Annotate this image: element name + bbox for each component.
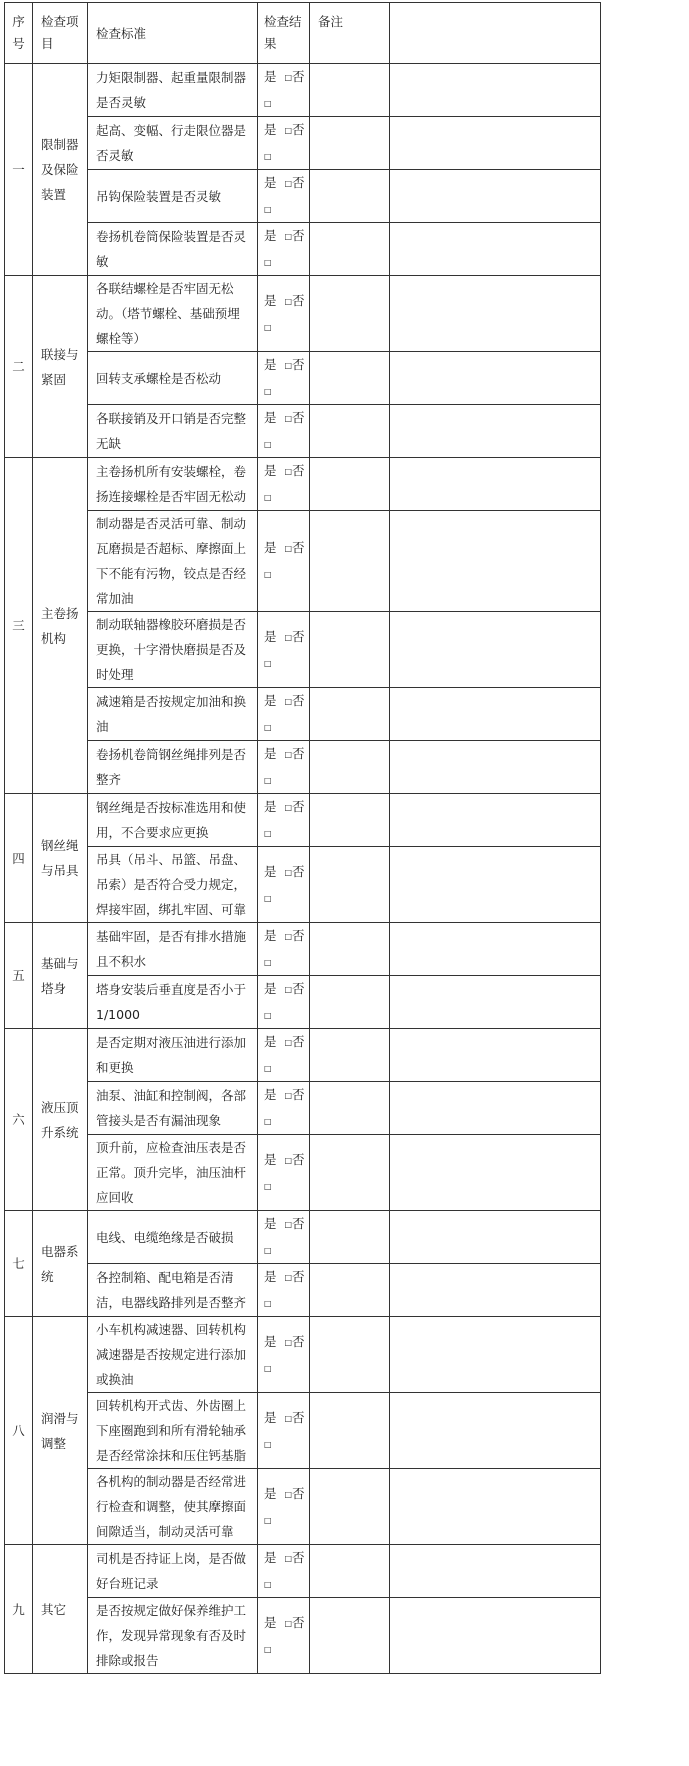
checkbox-icon[interactable]: □ [264, 658, 272, 668]
check-standard: 司机是否持证上岗，是否做好台班记录 [88, 1545, 258, 1598]
checkbox-icon[interactable]: □ [284, 1618, 293, 1628]
checkbox-icon[interactable]: □ [284, 1091, 293, 1100]
checkbox-icon[interactable]: □ [284, 73, 293, 82]
extra-cell [390, 923, 601, 976]
table-row [5, 1545, 601, 1598]
note-cell[interactable] [310, 1598, 390, 1674]
checkbox-icon[interactable]: □ [264, 1299, 272, 1308]
extra-cell [390, 688, 601, 741]
result-no-label: 否 [292, 628, 305, 644]
table-row [5, 1317, 601, 1393]
result-yes-label: 是 [264, 1550, 277, 1565]
extra-cell [390, 1029, 601, 1082]
extra-cell [390, 847, 601, 923]
checkbox-icon[interactable]: □ [284, 1155, 293, 1165]
result-yes-label: 是 [264, 1269, 277, 1284]
section-index: 五 [5, 923, 33, 1029]
result-yes-label: 是 [264, 628, 277, 644]
extra-cell [390, 1317, 601, 1393]
note-cell[interactable] [310, 458, 390, 511]
checkbox-icon[interactable]: □ [284, 1273, 293, 1282]
result-yes-label: 是 [264, 693, 277, 708]
check-result [258, 117, 310, 170]
result-yes-label: 是 [264, 981, 277, 996]
check-result [258, 1598, 310, 1674]
result-yes-label: 是 [264, 228, 277, 243]
checkbox-icon[interactable]: □ [264, 493, 272, 502]
extra-cell [390, 1393, 601, 1469]
note-cell[interactable] [310, 1264, 390, 1317]
check-result [258, 1545, 310, 1598]
section-item: 液压顶升系统 [33, 1029, 88, 1211]
table-row [5, 223, 601, 276]
extra-cell [390, 1264, 601, 1317]
check-standard: 回转机构开式齿、外齿圈上下座圈跑到和所有滑轮轴承是否经常涂抹和压住钙基脂 [88, 1393, 258, 1469]
check-result [258, 1029, 310, 1082]
checkbox-icon[interactable]: □ [264, 152, 272, 161]
checkbox-icon[interactable]: □ [264, 1439, 272, 1449]
section-index: 四 [5, 794, 33, 923]
table-row [5, 976, 601, 1029]
result-no-label: 否 [292, 1550, 305, 1565]
table-row [5, 352, 601, 405]
check-result [258, 1469, 310, 1545]
note-cell[interactable] [310, 1469, 390, 1545]
note-cell[interactable] [310, 1029, 390, 1082]
note-cell[interactable] [310, 223, 390, 276]
section-index: 六 [5, 1029, 33, 1211]
check-result [258, 352, 310, 405]
check-standard: 各联结螺栓是否牢固无松动。（塔节螺栓、基础预埋螺栓等） [88, 276, 258, 352]
result-yes-label: 是 [264, 1614, 277, 1630]
checkbox-icon[interactable]: □ [264, 322, 272, 332]
check-standard: 电线、电缆绝缘是否破损 [88, 1211, 258, 1264]
check-standard: 是否定期对液压油进行添加和更换 [88, 1029, 258, 1082]
table-row [5, 170, 601, 223]
header-row [5, 3, 601, 64]
result-no-label: 否 [292, 1614, 305, 1630]
checkbox-icon[interactable]: □ [284, 1554, 293, 1563]
header-extra-cell [390, 3, 601, 64]
extra-cell [390, 794, 601, 847]
checkbox-icon[interactable]: □ [264, 1181, 272, 1191]
table-row [5, 1598, 601, 1674]
check-result [258, 458, 310, 511]
result-yes-label: 是 [264, 799, 277, 814]
checkbox-icon[interactable]: □ [284, 1337, 293, 1347]
note-cell[interactable] [310, 405, 390, 458]
checkbox-icon[interactable]: □ [284, 697, 293, 706]
result-no-label: 否 [292, 292, 305, 308]
check-result [258, 1082, 310, 1135]
result-yes-label: 是 [264, 69, 277, 84]
result-no-label: 否 [292, 863, 305, 879]
extra-cell [390, 223, 601, 276]
result-yes-label: 是 [264, 122, 277, 137]
result-yes-label: 是 [264, 1485, 277, 1501]
checkbox-icon[interactable]: □ [284, 179, 293, 188]
checkbox-icon[interactable]: □ [264, 258, 272, 267]
table-row [5, 511, 601, 612]
extra-cell [390, 276, 601, 352]
header-standard: 检查标准 [88, 3, 258, 64]
check-result [258, 1264, 310, 1317]
header-item: 检查项目 [33, 3, 88, 64]
checkbox-icon[interactable]: □ [284, 414, 293, 423]
table-row [5, 64, 601, 117]
checkbox-icon[interactable]: □ [264, 99, 272, 108]
note-cell[interactable] [310, 794, 390, 847]
section-item: 其它 [33, 1545, 88, 1674]
table-row [5, 923, 601, 976]
checkbox-icon[interactable]: □ [284, 985, 293, 994]
check-standard: 吊具（吊斗、吊篮、吊盘、吊索）是否符合受力规定，焊接牢固，绑扎牢固、可靠 [88, 847, 258, 923]
result-no-label: 否 [292, 1216, 305, 1231]
extra-cell [390, 64, 601, 117]
check-result [258, 1211, 310, 1264]
result-no-label: 否 [292, 928, 305, 943]
extra-cell [390, 612, 601, 688]
note-cell[interactable] [310, 170, 390, 223]
checkbox-icon[interactable]: □ [284, 1489, 293, 1499]
header-note: 备注 [310, 3, 390, 64]
checkbox-icon[interactable]: □ [264, 958, 272, 967]
check-result [258, 1135, 310, 1211]
extra-cell [390, 1598, 601, 1674]
extra-cell [390, 1469, 601, 1545]
result-yes-label: 是 [264, 1151, 277, 1167]
check-result [258, 1393, 310, 1469]
section-item: 电器系统 [33, 1211, 88, 1317]
result-no-label: 否 [292, 69, 305, 84]
extra-cell [390, 1082, 601, 1135]
checkbox-icon[interactable]: □ [284, 467, 293, 476]
checkbox-icon[interactable]: □ [264, 1363, 272, 1373]
check-result [258, 511, 310, 612]
section-index: 二 [5, 276, 33, 458]
check-standard: 基础牢固，是否有排水措施且不积水 [88, 923, 258, 976]
check-result [258, 794, 310, 847]
check-standard: 主卷扬机所有安装螺栓，卷扬连接螺栓是否牢固无松动 [88, 458, 258, 511]
check-result [258, 405, 310, 458]
table-row [5, 794, 601, 847]
result-no-label: 否 [292, 1485, 305, 1501]
table-row [5, 117, 601, 170]
check-result [258, 688, 310, 741]
result-no-label: 否 [292, 175, 305, 190]
table-row [5, 1264, 601, 1317]
check-result [258, 847, 310, 923]
result-no-label: 否 [292, 1409, 305, 1425]
note-cell[interactable] [310, 511, 390, 612]
checkbox-icon[interactable]: □ [264, 1117, 272, 1126]
checkbox-icon[interactable]: □ [284, 632, 293, 642]
check-result [258, 976, 310, 1029]
section-index: 九 [5, 1545, 33, 1674]
result-no-label: 否 [292, 540, 305, 555]
result-yes-label: 是 [264, 540, 277, 555]
note-cell[interactable] [310, 1135, 390, 1211]
note-cell[interactable] [310, 688, 390, 741]
result-no-label: 否 [292, 228, 305, 243]
checkbox-icon[interactable]: □ [284, 296, 293, 306]
section-item: 联接与紧固 [33, 276, 88, 458]
check-standard: 吊钩保险装置是否灵敏 [88, 170, 258, 223]
note-cell[interactable] [310, 276, 390, 352]
checkbox-icon[interactable]: □ [284, 544, 293, 553]
result-no-label: 否 [292, 693, 305, 708]
section-index: 一 [5, 64, 33, 276]
result-no-label: 否 [292, 463, 305, 478]
header-index: 序号 [5, 3, 33, 64]
extra-cell [390, 1135, 601, 1211]
result-no-label: 否 [292, 1151, 305, 1167]
check-standard: 卷扬机卷筒钢丝绳排列是否整齐 [88, 741, 258, 794]
check-result [258, 1317, 310, 1393]
extra-cell [390, 741, 601, 794]
section-item: 限制器及保险装置 [33, 64, 88, 276]
extra-cell [390, 352, 601, 405]
result-yes-label: 是 [264, 746, 277, 761]
result-no-label: 否 [292, 799, 305, 814]
note-cell[interactable] [310, 741, 390, 794]
section-index: 八 [5, 1317, 33, 1545]
result-yes-label: 是 [264, 463, 277, 478]
check-standard: 小车机构减速器、回转机构减速器是否按规定进行添加或换油 [88, 1317, 258, 1393]
table-row [5, 1393, 601, 1469]
table-row [5, 1211, 601, 1264]
section-item: 润滑与调整 [33, 1317, 88, 1545]
checkbox-icon[interactable]: □ [264, 387, 272, 396]
table-row [5, 1082, 601, 1135]
note-cell[interactable] [310, 612, 390, 688]
check-result [258, 276, 310, 352]
extra-cell [390, 1211, 601, 1264]
checkbox-icon[interactable]: □ [284, 361, 293, 370]
note-cell[interactable] [310, 1082, 390, 1135]
extra-cell [390, 511, 601, 612]
check-result [258, 612, 310, 688]
table-row [5, 458, 601, 511]
check-result [258, 170, 310, 223]
checkbox-icon[interactable]: □ [284, 1220, 293, 1229]
check-standard: 顶升前，应检查油压表是否正常。顶升完毕，油压油杆应回收 [88, 1135, 258, 1211]
check-standard: 制动器是否灵活可靠、制动瓦磨损是否超标、摩擦面上下不能有污物，铰点是否经常加油 [88, 511, 258, 612]
result-yes-label: 是 [264, 292, 277, 308]
result-yes-label: 是 [264, 1087, 277, 1102]
result-no-label: 否 [292, 1269, 305, 1284]
checkbox-icon[interactable]: □ [264, 829, 272, 838]
checkbox-icon[interactable]: □ [264, 1246, 272, 1255]
result-yes-label: 是 [264, 1409, 277, 1425]
checkbox-icon[interactable]: □ [264, 1580, 272, 1589]
checkbox-icon[interactable]: □ [264, 1644, 272, 1654]
table-row [5, 741, 601, 794]
section-item: 钢丝绳与吊具 [33, 794, 88, 923]
note-cell[interactable] [310, 352, 390, 405]
note-cell[interactable] [310, 976, 390, 1029]
section-item: 主卷扬机构 [33, 458, 88, 794]
check-result [258, 923, 310, 976]
check-result [258, 223, 310, 276]
result-no-label: 否 [292, 1034, 305, 1049]
check-standard: 减速箱是否按规定加油和换油 [88, 688, 258, 741]
check-result [258, 64, 310, 117]
checkbox-icon[interactable]: □ [284, 1038, 293, 1047]
extra-cell [390, 170, 601, 223]
result-no-label: 否 [292, 981, 305, 996]
result-yes-label: 是 [264, 928, 277, 943]
result-yes-label: 是 [264, 410, 277, 425]
checkbox-icon[interactable]: □ [284, 750, 293, 759]
result-no-label: 否 [292, 1087, 305, 1102]
checkbox-icon[interactable]: □ [264, 1011, 272, 1020]
table-row [5, 847, 601, 923]
check-standard: 塔身安装后垂直度是否小于1/1000 [88, 976, 258, 1029]
check-standard: 力矩限制器、起重量限制器是否灵敏 [88, 64, 258, 117]
check-standard: 卷扬机卷筒保险装置是否灵敏 [88, 223, 258, 276]
result-yes-label: 是 [264, 1034, 277, 1049]
check-standard: 制动联轴器橡胶环磨损是否更换，十字滑快磨损是否及时处理 [88, 612, 258, 688]
checkbox-icon[interactable]: □ [284, 232, 293, 241]
check-standard: 各联接销及开口销是否完整无缺 [88, 405, 258, 458]
checkbox-icon[interactable]: □ [284, 867, 293, 877]
check-standard: 起高、变幅、行走限位器是否灵敏 [88, 117, 258, 170]
header-result: 检查结果 [258, 3, 310, 64]
checkbox-icon[interactable]: □ [264, 723, 272, 732]
note-cell[interactable] [310, 1317, 390, 1393]
checkbox-icon[interactable]: □ [284, 126, 293, 135]
inspection-checklist-table [4, 2, 601, 1674]
section-index: 七 [5, 1211, 33, 1317]
note-cell[interactable] [310, 1545, 390, 1598]
extra-cell [390, 117, 601, 170]
section-index: 三 [5, 458, 33, 794]
extra-cell [390, 458, 601, 511]
extra-cell [390, 1545, 601, 1598]
result-no-label: 否 [292, 746, 305, 761]
check-result [258, 741, 310, 794]
checkbox-icon[interactable]: □ [264, 570, 272, 579]
check-standard: 油泵、油缸和控制阀，各部管接头是否有漏油现象 [88, 1082, 258, 1135]
note-cell[interactable] [310, 923, 390, 976]
table-row [5, 1469, 601, 1545]
extra-cell [390, 405, 601, 458]
checkbox-icon[interactable]: □ [264, 893, 272, 903]
note-cell[interactable] [310, 1393, 390, 1469]
result-no-label: 否 [292, 410, 305, 425]
result-no-label: 否 [292, 1333, 305, 1349]
extra-cell [390, 976, 601, 1029]
checkbox-icon[interactable]: □ [264, 776, 272, 785]
note-cell[interactable] [310, 64, 390, 117]
check-standard: 钢丝绳是否按标准选用和使用，不合要求应更换 [88, 794, 258, 847]
checkbox-icon[interactable]: □ [264, 1064, 272, 1073]
check-standard: 各机构的制动器是否经常进行检查和调整，使其摩擦面间隙适当，制动灵活可靠 [88, 1469, 258, 1545]
table-row [5, 1135, 601, 1211]
note-cell[interactable] [310, 1211, 390, 1264]
table-row [5, 612, 601, 688]
result-yes-label: 是 [264, 1333, 277, 1349]
table-row [5, 1029, 601, 1082]
result-yes-label: 是 [264, 357, 277, 372]
note-cell[interactable] [310, 117, 390, 170]
check-standard: 各控制箱、配电箱是否清洁，电器线路排列是否整齐 [88, 1264, 258, 1317]
note-cell[interactable] [310, 847, 390, 923]
checkbox-icon[interactable]: □ [284, 932, 293, 941]
result-yes-label: 是 [264, 1216, 277, 1231]
table-row [5, 405, 601, 458]
checkbox-icon[interactable]: □ [264, 1515, 272, 1525]
table-row [5, 276, 601, 352]
checkbox-icon[interactable]: □ [264, 440, 272, 449]
section-item: 基础与塔身 [33, 923, 88, 1029]
check-standard: 回转支承螺栓是否松动 [88, 352, 258, 405]
checkbox-icon[interactable]: □ [264, 205, 272, 214]
table-row [5, 688, 601, 741]
result-no-label: 否 [292, 122, 305, 137]
check-standard: 是否按规定做好保养维护工作，发现异常现象有否及时排除或报告 [88, 1598, 258, 1674]
result-yes-label: 是 [264, 863, 277, 879]
checkbox-icon[interactable]: □ [284, 803, 293, 812]
checkbox-icon[interactable]: □ [284, 1413, 293, 1423]
result-yes-label: 是 [264, 175, 277, 190]
result-no-label: 否 [292, 357, 305, 372]
